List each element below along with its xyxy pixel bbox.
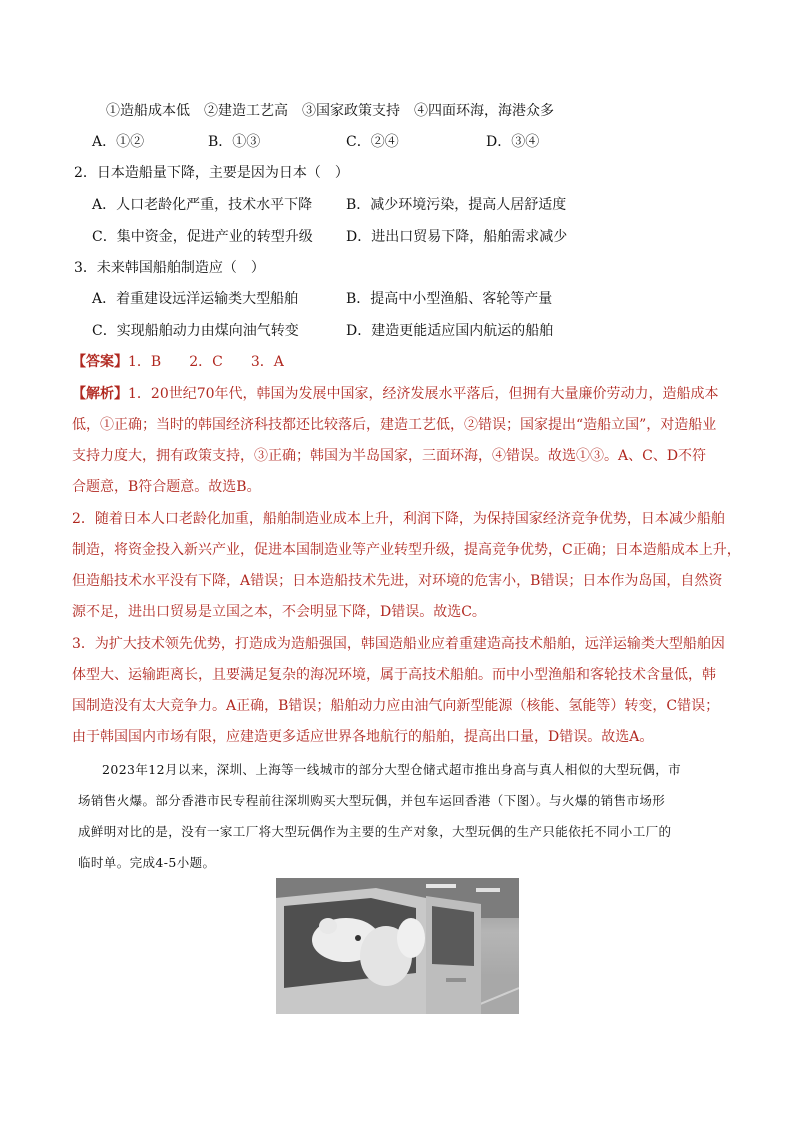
analysis-line-7: 但造船技术水平没有下降，A错误；日本造船技术先进，对环境的危害小，B错误；日本作为岛国，自然资 (72, 573, 723, 589)
q3-option-c: C．实现船舶动力由煤向油气转变 (92, 323, 299, 339)
passage-line-3: 成鲜明对比的是，没有一家工厂将大型玩偶作为主要的生产对象，大型玩偶的生产只能依托不同小工厂的 (78, 824, 672, 839)
analysis-line-12: 由于韩国国内市场有限，应建造更多适应世界各地航行的船舶，提高出口量，D错误。故选A。 (72, 729, 654, 745)
car-doll-photo (276, 878, 519, 1014)
passage-line-1: 2023年12月以来，深圳、上海等一线城市的部分大型仓储式超市推出身高与真人相似的大型玩偶，市 (102, 762, 682, 777)
analysis-line-11: 国制造没有太大竞争力。A正确，B错误；船舶动力应由油气向新型能源（核能、氢能等）转变，C错误； (72, 698, 720, 714)
q3-option-a: A．着重建设远洋运输类大型船舶 (92, 291, 299, 307)
analysis-line-2: 低，①正确；当时的韩国经济科技都还比较落后，建造工艺低，②错误；国家提出“造船立国”，对造船业 (72, 417, 717, 433)
analysis-line-8: 源不足，进出口贸易是立国之本，不会明显下降，D错误。故选C。 (72, 604, 486, 620)
analysis-line-1: 【解析】1．20世纪70年代，韩国为发展中国家，经济发展水平落后，但拥有大量廉价劳动力，造船成本 (72, 386, 719, 402)
q3-option-d: D．建造更能适应国内航运的船舶 (346, 323, 554, 339)
q3-stem: 3．未来韩国船舶制造应（ ） (74, 260, 265, 276)
q1-choice-c: C．②④ (346, 134, 399, 150)
analysis-line-9: 3．为扩大技术领先优势，打造成为造船强国，韩国造船业应着重建造高技术船舶，远洋运输类大型船舶因 (72, 636, 725, 652)
q2-option-d: D．进出口贸易下降，船舶需求减少 (346, 229, 568, 245)
passage-line-2: 场销售火爆。部分香港市民专程前往深圳购买大型玩偶，并包车运回香港（下图）。与火爆的销售市场形 (78, 793, 666, 808)
q3-option-b: B．提高中小型渔船、客轮等产量 (346, 291, 553, 307)
passage-line-4: 临时单。完成4-5小题。 (78, 855, 216, 870)
answer-line (72, 353, 284, 371)
analysis-line-3: 支持力度大，拥有政策支持，③正确；韩国为半岛国家，三面环海，④错误。故选①③。A、C、D不符 (72, 448, 707, 464)
analysis-label: 【解析】 (72, 386, 128, 402)
q1-choice-d: D．③④ (486, 134, 540, 150)
analysis-line-6: 制造，将资金投入新兴产业，促进本国制造业等产业转型升级，提高竞争优势，C正确；日本造船成本上升， (72, 542, 741, 558)
analysis-line-10: 体型大、运输距离长，且要满足复杂的海况环境，属于高技术船舶。而中小型渔船和客轮技术含量低，韩 (72, 667, 716, 683)
q1-choice-b: B．①③ (208, 134, 261, 150)
q1-statements: ①造船成本低 ②建造工艺高 ③国家政策支持 ④四面环海，海港众多 (106, 103, 554, 119)
car-doll-illustration (276, 878, 519, 1014)
analysis-line-4: 合题意，B符合题意。故选B。 (72, 479, 261, 495)
answer-label: 【答案】 (72, 354, 128, 370)
q2-stem: 2．日本造船量下降，主要是因为日本（ ） (74, 165, 349, 181)
q2-option-a: A．人口老龄化严重，技术水平下降 (92, 197, 313, 213)
analysis-line-5: 2．随着日本人口老龄化加重，船舶制造业成本上升，利润下降，为保持国家经济竞争优势，日本减少船舶 (72, 511, 725, 527)
q2-option-b: B．减少环境污染，提高人居舒适度 (346, 197, 567, 213)
q2-option-c: C．集中资金，促进产业的转型升级 (92, 229, 313, 245)
answer-text: 1．B 2．C 3．A (128, 354, 284, 370)
q1-choice-a: A．①② (92, 134, 145, 150)
